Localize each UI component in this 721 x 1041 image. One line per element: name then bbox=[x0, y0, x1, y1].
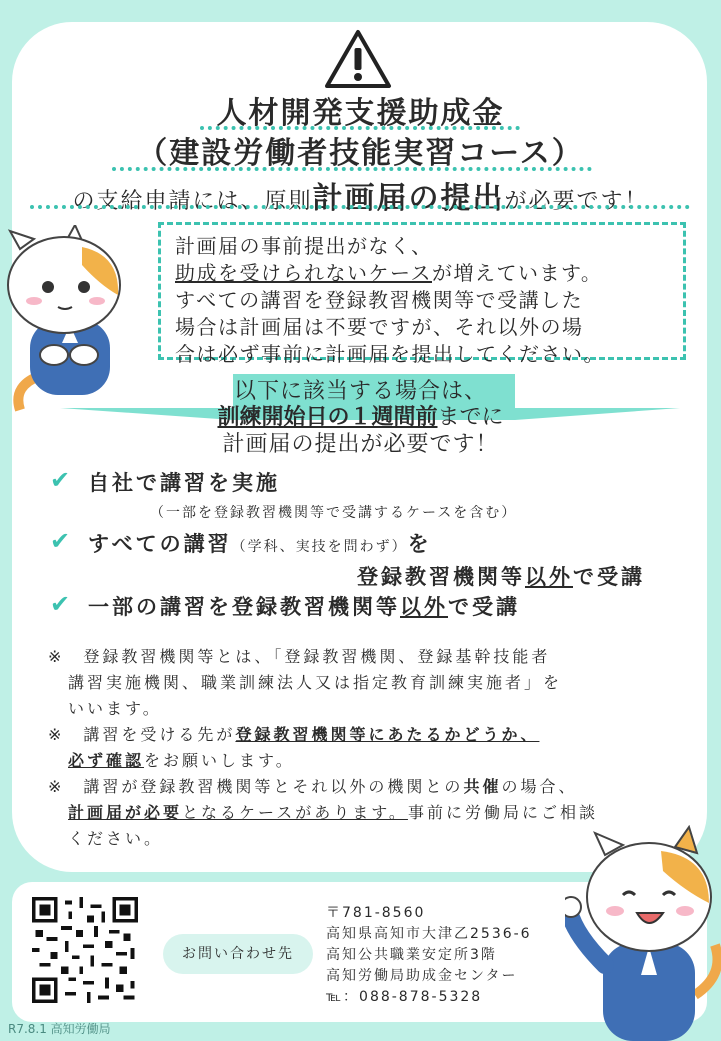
banner-line-2-rest: までに bbox=[437, 405, 504, 430]
banner-line-3: 計画届の提出が必要です！ bbox=[222, 432, 499, 457]
notice-line-5: 合は必ず事前に計画届を提出してください。 bbox=[175, 342, 605, 366]
notice-line-2 bbox=[175, 260, 669, 287]
check-item-3-b: で受講 bbox=[448, 595, 520, 619]
note-3-text-a: 講習が登録教習機関等とそれ以外の機関との bbox=[83, 777, 464, 796]
checkmark-icon: ✔ bbox=[50, 527, 71, 555]
notice-line-2-rest: が増えています。 bbox=[432, 261, 603, 285]
warning-icon bbox=[323, 28, 393, 90]
note-mark: ※ bbox=[48, 777, 65, 796]
footer-date: R7.8.1 高知労働局 bbox=[8, 1022, 111, 1036]
notice-line-2-underlined: 助成を受けられないケース bbox=[175, 261, 432, 285]
note-3-cohost: 共催 bbox=[463, 777, 502, 796]
check-item-2-line-2-underlined: 以外 bbox=[525, 565, 573, 589]
page-subtitle: （建設労働者技能実習コース） bbox=[137, 136, 584, 171]
check-item-2-particle: を bbox=[407, 532, 432, 556]
note-1-text-1: 登録教習機関等とは、「登録教習機関、登録基幹技能者 bbox=[83, 647, 551, 666]
check-item-3-underlined: 以外 bbox=[400, 595, 448, 619]
check-item-2-main: すべての講習 bbox=[88, 532, 232, 556]
notice-line-1: 計画届の事前提出がなく、 bbox=[175, 234, 433, 258]
note-3-line-3: ください。 bbox=[68, 829, 164, 848]
postal-code: 〒781-8560 bbox=[326, 905, 426, 921]
qr-code[interactable] bbox=[32, 897, 138, 1003]
note-2 bbox=[48, 722, 539, 774]
note-1 bbox=[48, 644, 562, 722]
note-mark: ※ bbox=[48, 647, 65, 666]
note-3-text-c: の場合、 bbox=[501, 777, 578, 796]
notice-line-4: 場合は計画届は不要ですが、それ以外の場 bbox=[175, 315, 584, 339]
street-address: 高知県高知市大津乙2536-6 bbox=[326, 926, 532, 942]
title-underline-2 bbox=[112, 167, 592, 171]
note-2-text-a: 講習を受ける先が bbox=[83, 725, 236, 744]
note-mark: ※ bbox=[48, 725, 65, 744]
notice-line-3: すべての講習を登録教習機関等で受講した bbox=[175, 288, 584, 312]
note-3-line-1 bbox=[48, 774, 598, 800]
phone-number[interactable]: ℡：088-878-5328 bbox=[326, 989, 483, 1005]
banner-deadline: 訓練開始日の１週間前 bbox=[217, 405, 438, 430]
note-2-line-2 bbox=[48, 748, 539, 774]
headline-post: が必要です！ bbox=[504, 189, 649, 214]
note-1-line-3: いいます。 bbox=[68, 699, 162, 718]
check-item-1-note: （一部を登録教習機関等で受講するケースを含む） bbox=[150, 505, 518, 521]
check-item-2-line-2 bbox=[357, 561, 645, 591]
check-item-3 bbox=[88, 591, 520, 621]
headline-underline bbox=[30, 205, 690, 209]
note-3-text-c2: 事前に労働局にご相談 bbox=[407, 803, 598, 822]
note-2-emphasis: 登録教習機関等にあたるかどうか、 bbox=[235, 725, 540, 744]
note-1-line-2: 講習実施機関、職業訓練法人又は指定教育訓練実施者」を bbox=[68, 673, 563, 692]
headline-emphasis: 計画届の提出 bbox=[312, 181, 505, 216]
note-1-line-1 bbox=[48, 644, 562, 670]
building-info: 高知公共職業安定所3階 bbox=[326, 947, 497, 963]
check-item-2-line-2-a: 登録教習機関等 bbox=[357, 565, 525, 589]
page-title: 人材開発支援助成金 bbox=[216, 96, 505, 131]
check-item-3-a: 一部の講習を登録教習機関等 bbox=[88, 595, 400, 619]
check-item-1: 自社で講習を実施 bbox=[88, 471, 280, 495]
contact-address bbox=[326, 903, 532, 1008]
checkmark-icon: ✔ bbox=[50, 466, 71, 494]
inquiry-label: お問い合わせ先 bbox=[163, 934, 313, 974]
note-3-required: 計画届が必要 bbox=[68, 803, 183, 822]
note-2-line-1 bbox=[48, 722, 539, 748]
note-3-line-2 bbox=[48, 800, 598, 826]
headline-pre: の支給申請には、原則 bbox=[72, 189, 313, 214]
notice-box bbox=[158, 222, 686, 366]
cat-mascot-pointing bbox=[565, 825, 721, 1041]
note-2-confirm: 必ず確認 bbox=[68, 751, 145, 770]
center-name: 高知労働局助成金センター bbox=[326, 968, 518, 984]
note-2-text-b: をお願いします。 bbox=[144, 751, 295, 770]
note-3-text-b: となるケースがあります。 bbox=[182, 803, 408, 822]
headline bbox=[0, 173, 721, 217]
check-item-2-note: （学科、実技を問わず） bbox=[231, 539, 408, 555]
check-item-2 bbox=[88, 528, 432, 558]
note-3 bbox=[48, 774, 598, 852]
checkmark-icon: ✔ bbox=[50, 590, 71, 618]
check-item-2-line-2-b: で受講 bbox=[573, 565, 645, 589]
banner-line-1: 以下に該当する場合は、 bbox=[233, 379, 487, 404]
